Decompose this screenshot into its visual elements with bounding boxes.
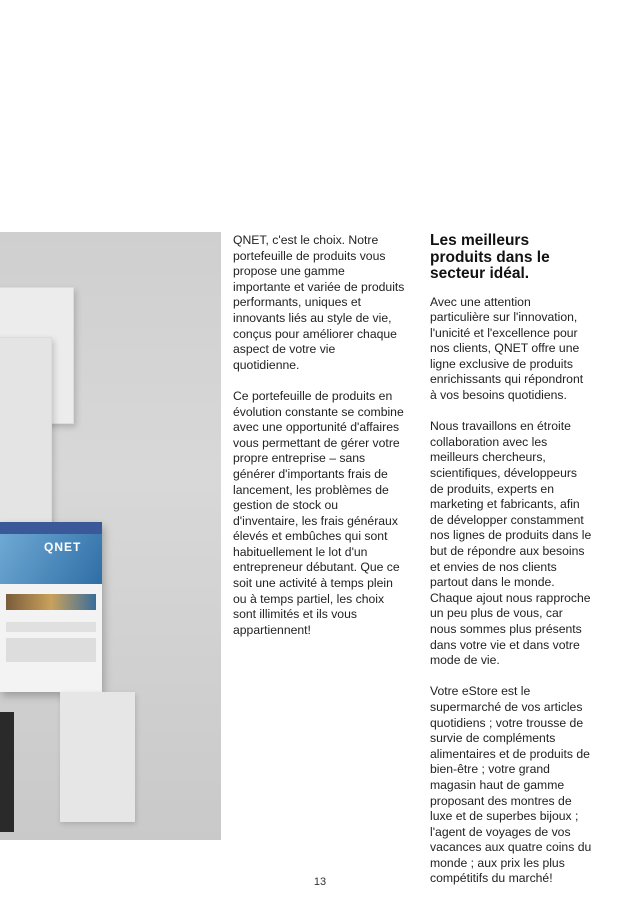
- website-screenshot: [0, 522, 102, 692]
- products-column: [430, 233, 592, 903]
- intro-paragraph: QNET, c'est le choix. Notre portefeuille de produits vous propose une gamme importante et variée de produits performants, uniques et innovants liés au style de vie, conçus pour améliorer chaque aspect de votre vie quotidienne.: [233, 233, 405, 372]
- section-heading: Les meilleurs produits dans le secteur idéal.: [430, 232, 550, 282]
- website-row: [6, 638, 96, 662]
- brochure-panel: [0, 337, 52, 549]
- product-collage-image: [0, 232, 221, 840]
- page-number: 13: [313, 876, 327, 888]
- website-row: [6, 622, 96, 632]
- intro-paragraph: Ce portefeuille de produits en évolution constante se combine avec une opportunité d'affaires vous permettant de gérer votre propre entreprise – sans générer d'importants frais de lancement, les problèmes de gestion de stock ou d'inventaire, les frais généraux élevés et embûches qui sont habituellement le lot d'un entrepreneur débutant. Que ce soit une activité à temps plein ou à temps partiel, les choix sont illimités et ils vous appartiennent!: [233, 388, 404, 637]
- products-paragraph: Avec une attention particulière sur l'innovation, l'unicité et l'excellence pour nos clients, QNET offre une ligne exclusive de produits enrichissants qui répondront à vos besoins quotidiens.: [430, 294, 584, 403]
- website-product-strip: [6, 594, 96, 610]
- qnet-logo: QNET: [44, 540, 82, 554]
- intro-column: [233, 233, 405, 654]
- brochure-sheet: [60, 692, 135, 822]
- website-header-bar: [0, 522, 102, 534]
- products-paragraph: Nous travaillons en étroite collaboration avec les meilleurs chercheurs, scientifiques, développeurs de produits, experts en marketing et fabricants, afin de développer constamment nos lignes de produits dans le but de répondre aux besoins et envies de nos clients partout dans le monde. Chaque ajout nous rapproche un peu plus de vous, car nous sommes plus présents dans votre vie et dans votre mode de vie.: [430, 419, 592, 668]
- device-edge: [0, 712, 14, 832]
- products-paragraph: Votre eStore est le supermarché de vos articles quotidiens ; votre trousse de survie de compléments alimentaires et de produits de bien-être ; votre grand magasin haut de gamme proposant des montres de luxe et de superbes bijoux ; l'agent de voyages de vos vacances aux quatre coins du monde ; aux prix les plus compétitifs du marché!: [430, 684, 592, 886]
